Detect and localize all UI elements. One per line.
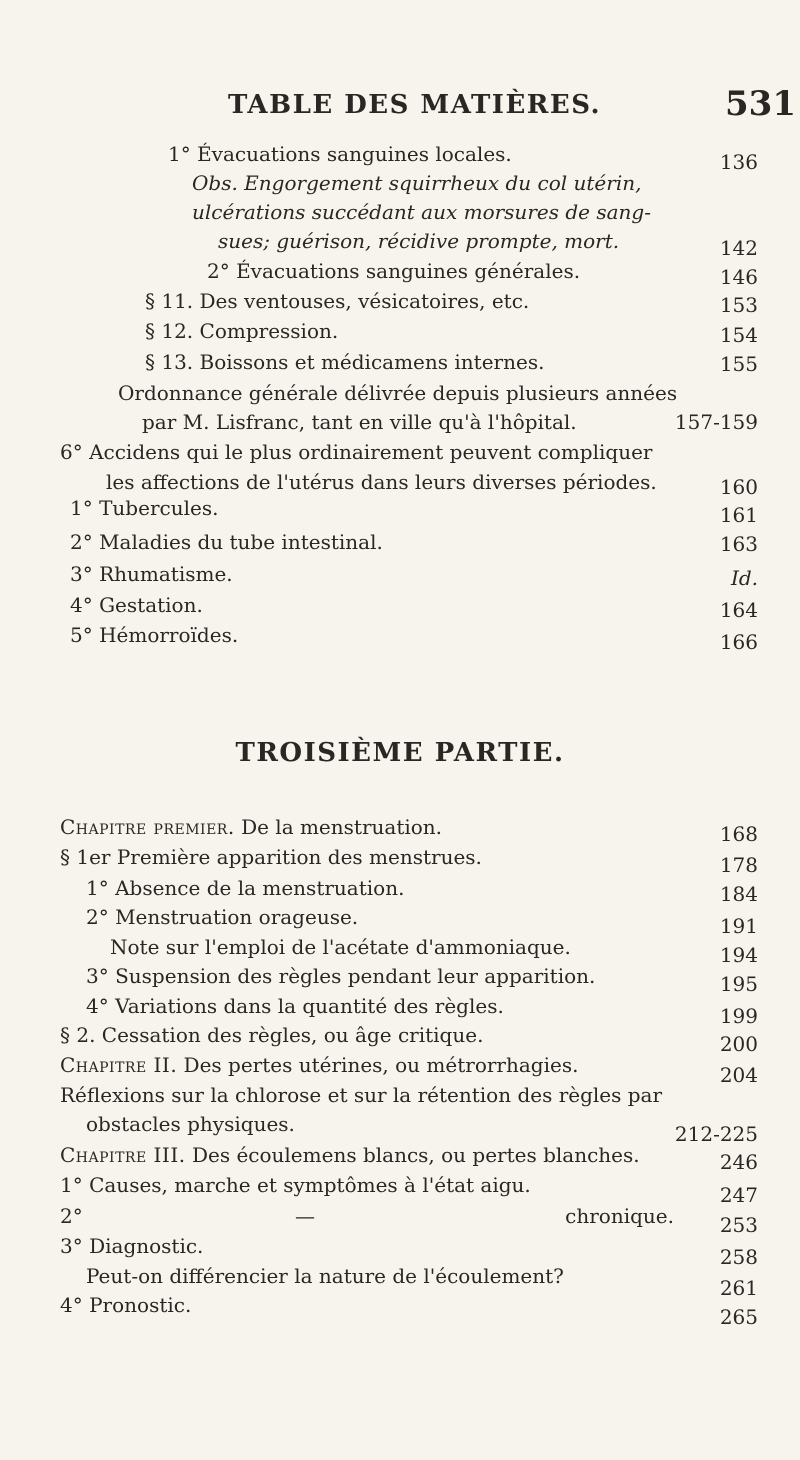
toc-entry: 3° Diagnostic.: [60, 1234, 204, 1258]
toc-entry: 4° Pronostic.: [60, 1293, 192, 1317]
toc-entry: 3° Suspension des règles pendant leur apparition.: [86, 964, 596, 988]
toc-page: 142: [719, 236, 758, 260]
toc-page: 265: [719, 1305, 758, 1329]
toc-page: 166: [719, 630, 758, 654]
entry-text: De la menstruation.: [241, 815, 443, 839]
toc-entry: Réflexions sur la chlorose et sur la rétention des règles par: [60, 1083, 663, 1107]
toc-page: 157-159: [674, 410, 758, 434]
chapter-label: Chapitre II.: [60, 1053, 178, 1077]
toc-page: 146: [719, 265, 758, 289]
toc-page: 246: [719, 1150, 758, 1174]
toc-entry: Ordonnance générale délivrée depuis plusieurs années: [118, 381, 678, 405]
entry-text: chronique.: [565, 1204, 674, 1228]
toc-page: 258: [719, 1245, 758, 1269]
toc-entry: les affections de l'utérus dans leurs diverses périodes.: [106, 470, 657, 494]
toc-entry: 2° Menstruation orageuse.: [86, 905, 359, 929]
toc-entry: 5° Hémorroïdes.: [70, 623, 239, 647]
toc-entry: sues; guérison, récidive prompte, mort.: [218, 229, 620, 253]
toc-entry: 1° Évacuations sanguines locales.: [168, 142, 512, 166]
chapter-label: Chapitre premier.: [60, 815, 235, 839]
toc-entry: ulcérations succédant aux morsures de sang-: [192, 200, 651, 224]
running-title: TABLE DES MATIÈRES.: [228, 90, 602, 120]
toc-entry: 1° Causes, marche et symptômes à l'état aigu.: [60, 1173, 531, 1197]
toc-entry: [60, 1053, 578, 1077]
toc-page: 160: [719, 475, 758, 499]
toc-entry: 1° Tubercules.: [70, 496, 219, 520]
toc-page: 199: [719, 1004, 758, 1028]
part-title: TROISIÈME PARTIE.: [235, 738, 565, 768]
toc-page: Id.: [730, 566, 758, 590]
toc-page: 191: [719, 914, 758, 938]
toc-page: 253: [719, 1213, 758, 1237]
toc-entry: 2° Maladies du tube intestinal.: [70, 530, 383, 554]
toc-entry: § 2. Cessation des règles, ou âge critique.: [60, 1023, 484, 1047]
toc-page: 194: [719, 943, 758, 967]
toc-page: 163: [719, 532, 758, 556]
toc-page: 247: [719, 1183, 758, 1207]
entry-number: 2°: [60, 1204, 83, 1228]
toc-entry: § 12. Compression.: [145, 319, 339, 343]
toc-entry: [60, 1204, 674, 1228]
toc-entry: Obs. Engorgement squirrheux du col utérin,: [192, 171, 642, 195]
toc-entry: 4° Gestation.: [70, 593, 203, 617]
ditto-mark: —: [295, 1204, 315, 1228]
toc-entry: 1° Absence de la menstruation.: [86, 876, 405, 900]
toc-page: 154: [719, 323, 758, 347]
toc-entry: obstacles physiques.: [86, 1112, 295, 1136]
toc-page: 161: [719, 503, 758, 527]
toc-entry: § 13. Boissons et médicamens internes.: [145, 350, 545, 374]
entry-text: Des pertes utérines, ou métrorrhagies.: [183, 1053, 579, 1077]
toc-page: 195: [719, 972, 758, 996]
toc-entry: § 1er Première apparition des menstrues.: [60, 845, 482, 869]
toc-entry: Peut-on différencier la nature de l'écoulement?: [86, 1264, 564, 1288]
toc-entry: § 11. Des ventouses, vésicatoires, etc.: [145, 289, 530, 313]
entry-text: Des écoulemens blancs, ou pertes blanches.: [191, 1143, 640, 1167]
toc-page: 136: [719, 150, 758, 174]
toc-page: 178: [719, 853, 758, 877]
toc-entry: 2° Évacuations sanguines générales.: [207, 259, 581, 283]
toc-page: 168: [719, 822, 758, 846]
toc-entry: Note sur l'emploi de l'acétate d'ammoniaque.: [110, 935, 571, 959]
toc-page: 164: [719, 598, 758, 622]
toc-entry: 3° Rhumatisme.: [70, 562, 233, 586]
toc-entry: [60, 815, 442, 839]
toc-page: 212-225: [674, 1122, 758, 1146]
toc-page: 261: [719, 1276, 758, 1300]
toc-page: 204: [719, 1063, 758, 1087]
toc-entry: [60, 1143, 640, 1167]
toc-page: 200: [719, 1032, 758, 1056]
page-number: 531: [725, 84, 796, 124]
toc-entry: 4° Variations dans la quantité des règles.: [86, 994, 504, 1018]
toc-entry: 6° Accidens qui le plus ordinairement peuvent compliquer: [60, 440, 653, 464]
toc-entry: par M. Lisfranc, tant en ville qu'à l'hôpital.: [142, 410, 577, 434]
toc-page: 153: [719, 293, 758, 317]
chapter-label: Chapitre III.: [60, 1143, 186, 1167]
toc-page: 155: [719, 352, 758, 376]
toc-page: 184: [719, 882, 758, 906]
